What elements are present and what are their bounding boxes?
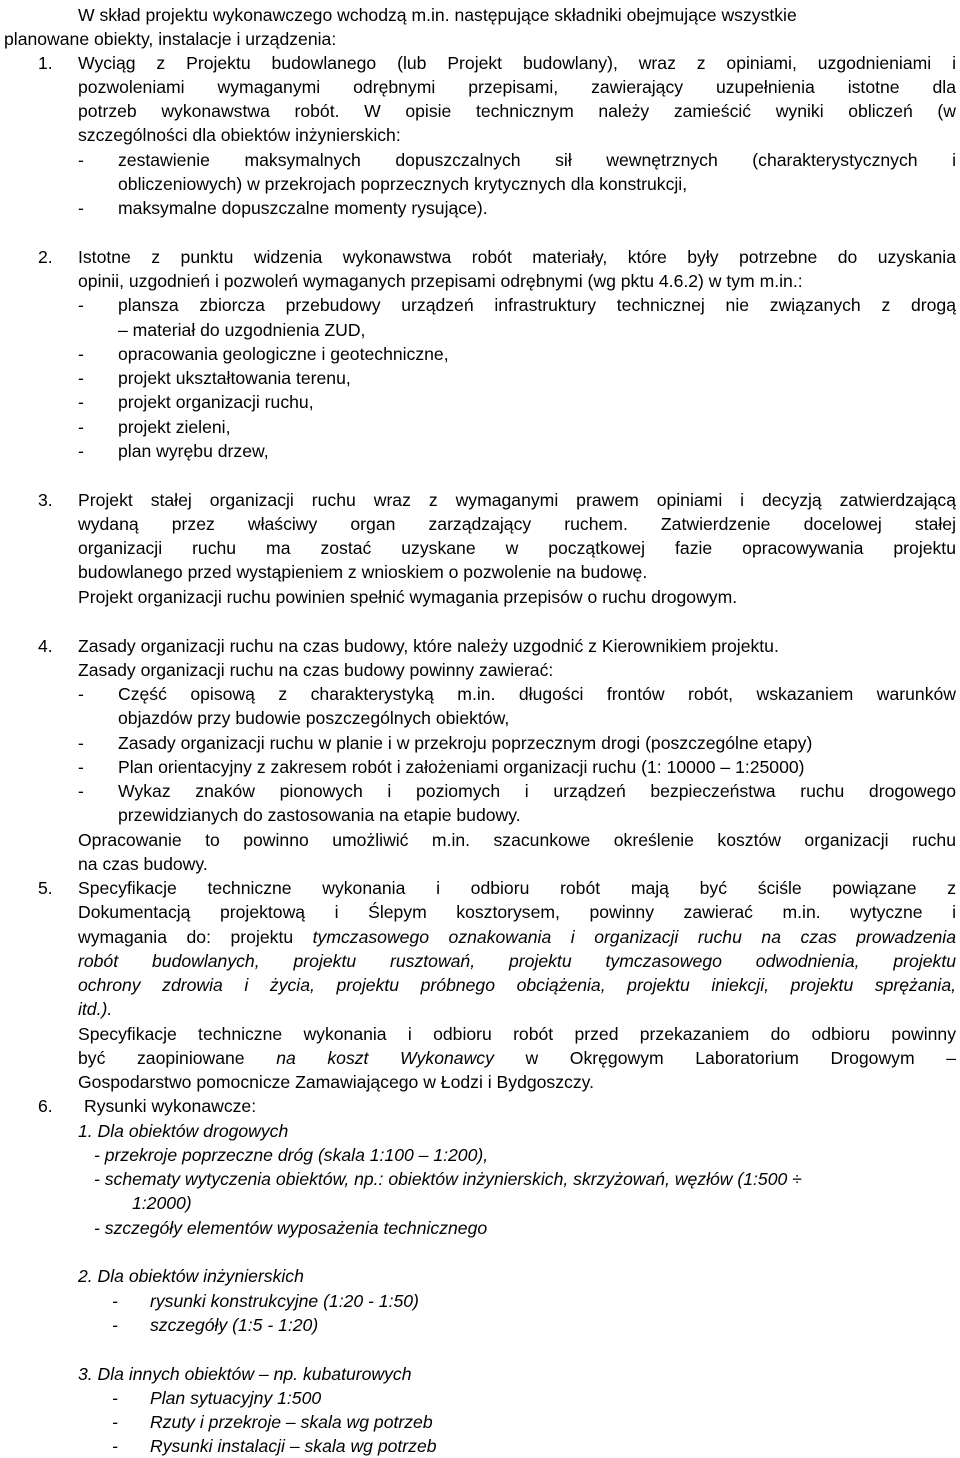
text-line [78,196,118,220]
text-line [118,293,956,317]
text-line [38,1094,78,1118]
text-run: - [78,368,84,388]
text-line [118,755,956,779]
text-line [78,1070,956,1094]
text-line [78,51,956,75]
text-run: Rysunki wykonawcze: [84,1096,257,1116]
text-line [78,682,118,706]
text-run: - [112,1436,118,1456]
text-line [78,900,956,924]
text-line [112,1313,150,1337]
text-line [112,1434,150,1458]
text-run: - [78,198,84,218]
text-line [78,949,956,973]
text-run: objazdów przy budowie poszczególnych obiektów, [118,708,510,728]
text-run: 2. [38,247,53,267]
text-run: – materiał do uzgodnienia ZUD, [118,320,366,340]
text-run: - [78,684,84,704]
text-run: Rysunki instalacji – skala wg potrzeb [150,1436,437,1456]
text-line [78,658,956,682]
text-line [78,148,118,172]
text-run: Istotne z punktu widzenia wykonawstwa robót materiały, które były potrzebne do uzyskania [78,247,956,267]
text-run: W skład projektu wykonawczego wchodzą m.in. następujące składniki obejmujące wszystkie [78,5,797,25]
text-run: pozwoleniami wymaganymi odrębnymi przepisami, zawierający uzupełnienia istotne dla [78,77,956,97]
text-run: w Okręgowym Laboratorium Drogowym – [493,1048,956,1068]
text-line [118,318,956,342]
text-run: itd.). [78,999,113,1019]
text-line [78,852,956,876]
text-run: Zasady organizacji ruchu na czas budowy powinny zawierać: [78,660,554,680]
text-run: Opracowanie to powinno umożliwić m.in. szacunkowe określenie kosztów organizacji ruchu [78,830,956,850]
text-run: - [78,150,84,170]
text-run: 1. [38,53,53,73]
text-run: na czas budowy. [78,854,208,874]
text-line [118,415,956,439]
text-line [38,488,78,512]
text-run: potrzeb wykonawstwa robót. W opisie technicznym należy zamieścić wyniki obliczeń (w [78,101,956,121]
text-line [78,779,118,803]
text-line [112,1289,150,1313]
text-line [118,706,956,730]
text-line [118,366,956,390]
text-run: - [78,417,84,437]
text-run: szczegóły (1:5 - 1:20) [150,1315,319,1335]
text-run: - [112,1291,118,1311]
text-run: Wykaz znaków pionowych i poziomych i urządzeń bezpieczeństwa ruchu drogowego [118,781,956,801]
text-line [78,876,956,900]
text-line [78,925,956,949]
text-line [78,390,118,414]
text-run: ochrony zdrowia i życia, projektu próbnego obciążenia, projektu iniekcji, projektu sprężania, [78,975,956,995]
text-line [84,1094,956,1118]
text-run: 1. Dla obiektów drogowych [78,1121,289,1141]
text-line [118,148,956,172]
text-run: - [112,1412,118,1432]
text-run: plan wyrębu drzew, [118,441,269,461]
text-run: plansza zbiorcza przebudowy urządzeń infrastruktury technicznej nie związanych z drogą [118,295,956,315]
text-line [150,1434,956,1458]
text-line [150,1386,956,1410]
text-line [78,997,956,1021]
text-line [38,51,78,75]
text-run: przewidzianych do zastosowania na etapie budowy. [118,805,521,825]
text-run: 2. Dla obiektów inżynierskich [78,1266,304,1286]
text-line [118,172,956,196]
text-run: - szczegóły elementów wyposażenia technicznego [94,1218,488,1238]
text-line [112,1410,150,1434]
text-run: projekt ukształtowania terenu, [118,368,351,388]
text-line [78,1046,956,1070]
text-line [38,634,78,658]
text-run: Część opisową z charakterystyką m.in. długości frontów robót, wskazaniem warunków [118,684,956,704]
text-line [78,1022,956,1046]
text-run: - przekroje poprzeczne dróg (skala 1:100 – 1:200), [94,1145,489,1165]
text-run: Specyfikacje techniczne wykonania i odbioru robót przed przekazaniem do odbioru powinny [78,1024,956,1044]
text-line [78,585,956,609]
text-run: opracowania geologiczne i geotechniczne, [118,344,449,364]
text-run: 5. [38,878,53,898]
text-run: - [78,733,84,753]
text-run: projekt zieleni, [118,417,231,437]
text-run: Specyfikacje techniczne wykonania i odbioru robót mają być ściśle powiązane z [78,878,956,898]
text-run: - [78,344,84,364]
text-line [78,731,118,755]
text-run: Gospodarstwo pomocnicze Zamawiającego w Łodzi i Bydgoszczy. [78,1072,594,1092]
text-run: szczególności dla obiektów inżynierskich: [78,125,401,145]
text-line [94,1167,956,1191]
text-line [78,1362,956,1386]
text-run: - schematy wytyczenia obiektów, np.: obiektów inżynierskich, skrzyżowań, węzłów (1:500 ÷ [94,1169,802,1189]
text-line [38,245,78,269]
text-run: - [112,1388,118,1408]
text-line [118,803,956,827]
text-run: maksymalne dopuszczalne momenty rysujące). [118,198,488,218]
text-line [118,342,956,366]
text-line [132,1191,956,1215]
text-line [78,269,956,293]
text-run: Plan sytuacyjny 1:500 [150,1388,322,1408]
text-run: Dokumentacją projektową i Ślepym kosztorysem, powinny zawierać m.in. wytyczne i [78,902,956,922]
text-run: - [78,392,84,412]
text-run: - [78,781,84,801]
text-run: 4. [38,636,53,656]
text-run: - [78,295,84,315]
text-line [78,75,956,99]
text-line [78,755,118,779]
text-run: Projekt stałej organizacji ruchu wraz z wymaganymi prawem opiniami i decyzją zatwierdzającą [78,490,956,510]
text-run: opinii, uzgodnień i pozwoleń wymaganych przepisami odrębnymi (wg pktu 4.6.2) w tym m.in.: [78,271,803,291]
text-run: Zasady organizacji ruchu w planie i w przekroju poprzecznym drogi (poszczególne etapy) [118,733,813,753]
text-line [118,682,956,706]
text-line [78,1119,956,1143]
text-line [78,415,118,439]
text-line [78,560,956,584]
text-run: rysunki konstrukcyjne (1:20 - 1:50) [150,1291,419,1311]
text-run: budowlanego przed wystąpieniem z wnioskiem o pozwolenie na budowę. [78,562,648,582]
text-line [94,1216,956,1240]
text-run: wymagania do: projektu [78,927,313,947]
text-run: - [78,441,84,461]
text-run: Rzuty i przekroje – skala wg potrzeb [150,1412,433,1432]
text-run: - [78,757,84,777]
text-line [78,828,956,852]
text-line [118,196,956,220]
text-run: na koszt Wykonawcy [276,1048,494,1068]
text-line [78,366,118,390]
text-line [78,123,956,147]
text-run: 3. [38,490,53,510]
text-line [150,1289,956,1313]
text-line [78,99,956,123]
text-run: 1:2000) [132,1193,192,1213]
text-run: 3. Dla innych obiektów – np. kubaturowych [78,1364,412,1384]
text-run: zestawienie maksymalnych dopuszczalnych sił wewnętrznych (charakterystycznych i [118,150,956,170]
text-run: projekt organizacji ruchu, [118,392,314,412]
text-line [118,731,956,755]
text-line [38,876,78,900]
text-run: organizacji ruchu ma zostać uzyskane w początkowej fazie opracowywania projektu [78,538,956,558]
text-line [94,1143,956,1167]
text-run: robót budowlanych, projektu rusztowań, projektu tymczasowego odwodnienia, projektu [78,951,956,971]
text-line [78,488,956,512]
text-line [118,779,956,803]
text-run: - [112,1315,118,1335]
text-line [78,439,118,463]
text-line [78,3,956,27]
text-run: planowane obiekty, instalacje i urządzenia: [4,29,337,49]
text-line [150,1313,956,1337]
text-run: 6. [38,1096,53,1116]
text-run: wydaną przez właściwy organ zarządzający ruchem. Zatwierdzenie docelowej stałej [78,514,956,534]
text-line [4,27,956,51]
text-line [112,1386,150,1410]
text-run: Plan orientacyjny z zakresem robót i założeniami organizacji ruchu (1: 10000 – 1:25000) [118,757,805,777]
text-run: Zasady organizacji ruchu na czas budowy, które należy uzgodnić z Kierownikiem projektu. [78,636,779,656]
text-line [78,245,956,269]
text-line [78,973,956,997]
text-line [118,390,956,414]
text-run: być zaopiniowane [78,1048,277,1068]
text-line [78,512,956,536]
text-run: Projekt organizacji ruchu powinien spełnić wymagania przepisów o ruchu drogowym. [78,587,738,607]
text-line [150,1410,956,1434]
text-run: Wyciąg z Projektu budowlanego (lub Projekt budowlany), wraz z opiniami, uzgodnieniami i [78,53,956,73]
text-line [118,439,956,463]
text-line [78,634,956,658]
text-run: obliczeniowych) w przekrojach poprzecznych krytycznych dla konstrukcji, [118,174,688,194]
text-line [78,536,956,560]
text-line [78,293,118,317]
text-line [78,1264,956,1288]
text-line [78,342,118,366]
text-run: tymczasowego oznakowania i organizacji ruchu na czas prowadzenia [312,927,956,947]
